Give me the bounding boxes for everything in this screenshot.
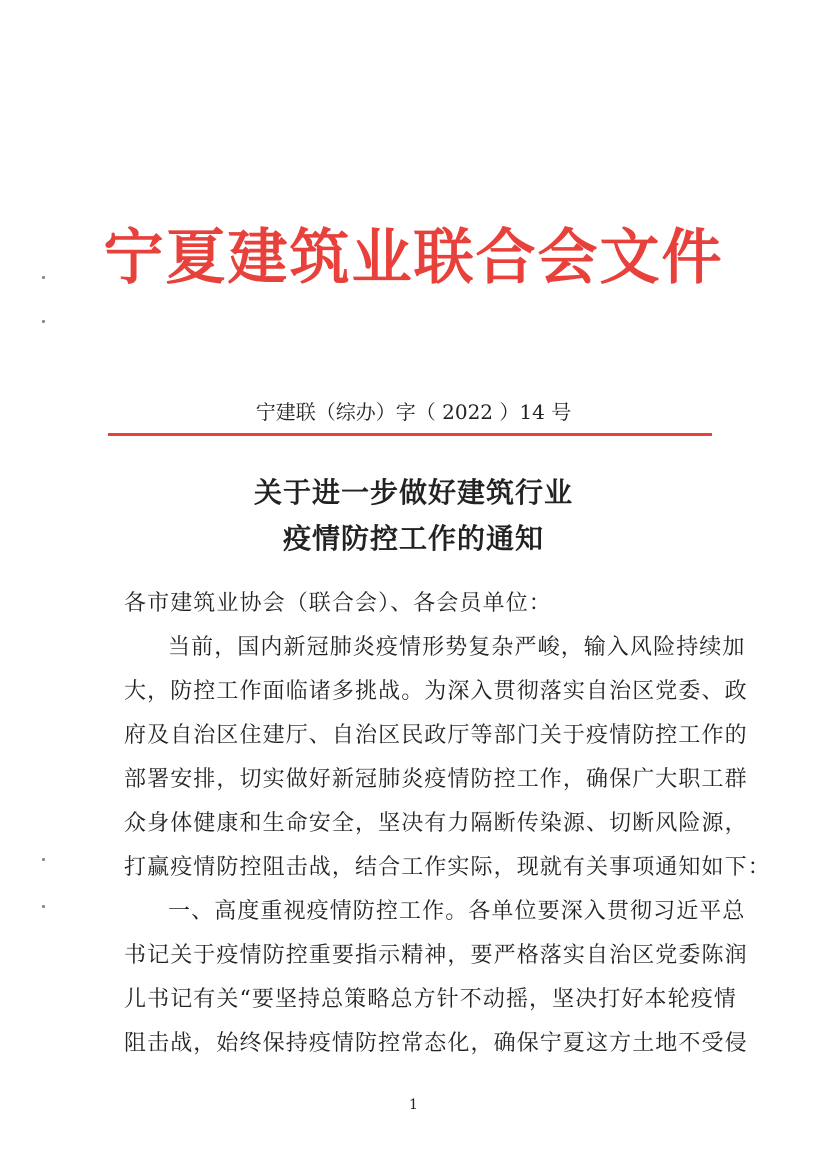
paragraph-line: 书记关于疫情防控重要指示精神，要严格落实自治区党委陈润 [124,943,748,968]
paragraph-line: 众身体健康和生命安全，坚决有力隔断传染源、切断风险源， [124,811,748,836]
paragraph-line: 当前，国内新冠肺炎疫情形势复杂严峻，输入风险持续加 [168,635,746,660]
document-title-line-1: 关于进一步做好建筑行业 [253,476,573,509]
scan-speck [42,276,45,279]
scan-speck [42,858,45,861]
page-number: 1 [409,1097,418,1113]
paragraph-line: 部署安排，切实做好新冠肺炎疫情防控工作，确保广大职工群 [124,767,748,792]
paragraph-line: 儿书记有关“要坚持总策略总方针不动摇，坚决打好本轮疫情 [124,987,737,1012]
paragraph-line: 府及自治区住建厅、自治区民政厅等部门关于疫情防控工作的 [124,723,748,748]
paragraph-line: 大，防控工作面临诸多挑战。为深入贯彻落实自治区党委、政 [124,679,748,704]
paragraph-line: 打赢疫情防控阻击战，结合工作实际，现就有关事项通知如下： [124,855,771,880]
scan-speck [42,905,45,908]
document-title-line-2: 疫情防控工作的通知 [282,522,544,555]
document-number: 宁建联（综办）字（ 2022 ）14 号 [255,400,572,424]
salutation: 各市建筑业协会（联合会）、各会员单位： [124,591,552,616]
scan-speck [42,320,45,323]
document-header: 宁夏建筑业联合会文件 [103,223,724,293]
paragraph-line: 阻击战，始终保持疫情防控常态化，确保宁夏这方土地不受侵 [124,1031,748,1056]
paragraph-line: 一、高度重视疫情防控工作。各单位要深入贯彻习近平总 [168,899,746,924]
header-divider [108,433,712,436]
